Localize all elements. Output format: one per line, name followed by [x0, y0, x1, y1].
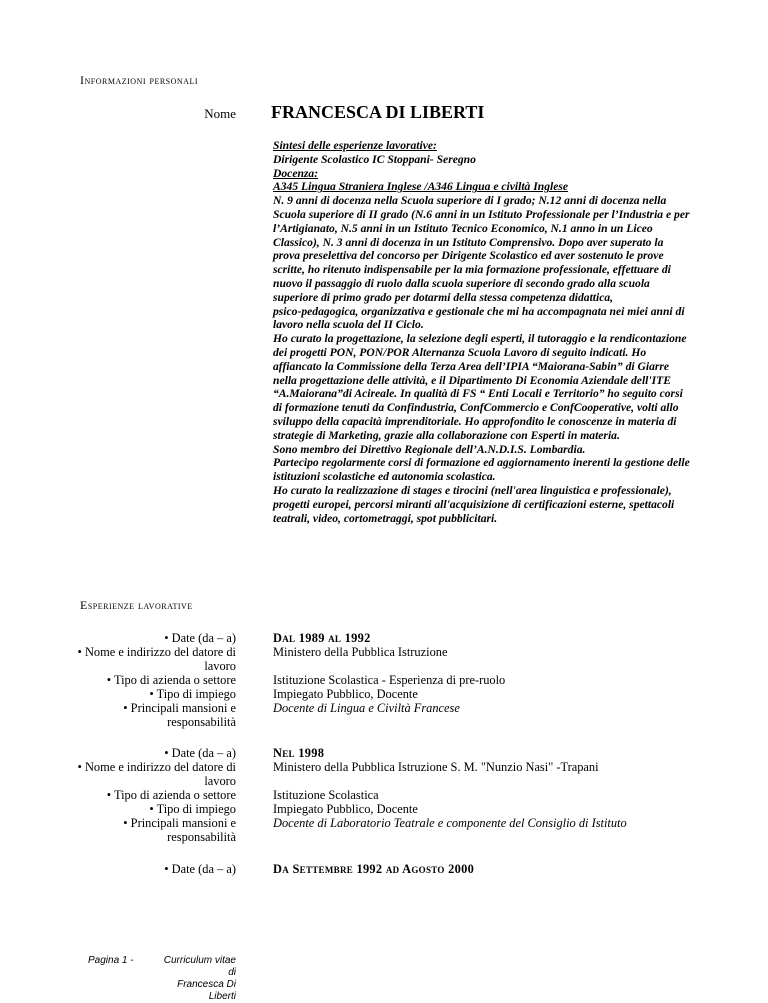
summary-line: prova preselettiva del concorso per Dirigente Scolastico ed aver sostenuto le prove [273, 249, 664, 263]
duties-label: • Principali mansioni e [123, 701, 236, 715]
footer-page-number: Pagina 1 - [88, 955, 134, 966]
summary-line: nuovo il passaggio di ruolo dalla scuola superiore di secondo grado alla scuola [273, 276, 650, 290]
summary-line: di formazione tenuti da Confindustria, ConfCommercio e ConfCooperative, volti allo [273, 401, 679, 415]
entry-3-values [273, 862, 743, 876]
summary-line: Partecipo regolarmente corsi di formazione ed aggiornamento inerenti la gestione delle [273, 456, 690, 470]
summary-line: Sintesi delle esperienze lavorative: [273, 139, 437, 152]
entry-date: Nel 1998 [273, 746, 325, 760]
employer-label: • Nome e indirizzo del datore di [77, 760, 236, 774]
summary-line: N. 9 anni di docenza nella Scuola superiore di I grado; N.12 anni di docenza nella [273, 194, 667, 208]
name-value: FRANCESCA DI LIBERTI [271, 102, 485, 122]
summary-line: strategie di Marketing, grazie alla collaborazione con Esperti in materia. [273, 428, 620, 442]
summary-line: l’Artigianato, N.5 anni in un Istituto Tecnico Economico, N.1 anno in un Liceo [273, 221, 653, 235]
entry-job-type: Impiegato Pubblico, Docente [273, 687, 418, 701]
summary-line: psico-pedagogica, organizzativa e gestionale che mi ha accompagnata nei miei anni di [273, 304, 685, 318]
footer-cv-line-1: Curriculum vitae di [163, 955, 236, 978]
entry-1-labels [40, 631, 236, 729]
entry-date: Dal 1989 al 1992 [273, 631, 371, 645]
duties-label-cont: responsabilità [167, 830, 236, 844]
summary-line: lavoro nella scuola del II Ciclo. [273, 318, 424, 332]
section-title-work-experience: Esperienze lavorative [80, 598, 193, 612]
summary-line: istituzioni scolastiche ed autonomia scolastica. [273, 470, 496, 484]
summary-line: dei progetti PON, PON/POR Alternanza Scuola Lavoro di seguito indicati. Ho [273, 345, 647, 359]
summary-line: A345 Lingua Straniera Inglese /A346 Lingua e civiltà Inglese [273, 180, 569, 194]
entry-company-type: Istituzione Scolastica [273, 788, 379, 802]
entry-job-type: Impiegato Pubblico, Docente [273, 802, 418, 816]
employer-label-cont: lavoro [204, 774, 236, 788]
company-type-label: • Tipo di azienda o settore [106, 788, 236, 802]
summary-line: Classico), N. 3 anni di docenza in un Istituto Comprensivo. Dopo aver superato la [273, 235, 664, 249]
entry-3-labels [40, 862, 236, 876]
entry-employer: Ministero della Pubblica Istruzione S. M. "Nunzio Nasi" -Trapani [273, 760, 599, 774]
company-type-label: • Tipo di azienda o settore [106, 673, 236, 687]
date-label: • Date (da – a) [164, 862, 236, 876]
job-type-label: • Tipo di impiego [149, 802, 236, 816]
entry-duties: Docente di Laboratorio Teatrale e componente del Consiglio di Istituto [273, 816, 627, 830]
entry-company-type: Istituzione Scolastica - Esperienza di pre-ruolo [273, 673, 506, 687]
section-title-personal-info: Informazioni personali [80, 73, 198, 87]
employer-label: • Nome e indirizzo del datore di [77, 645, 236, 659]
summary-line: scritte, ho ritenuto indispensabile per la mia formazione professionale, effettuare di [273, 263, 671, 277]
name-label: Nome [204, 106, 236, 121]
duties-label-cont: responsabilità [167, 715, 236, 729]
employer-label-cont: lavoro [204, 659, 236, 673]
summary-line: sviluppo della capacità imprenditoriale. Ho approfondito le conoscenze in materia di [273, 414, 677, 428]
summary-line: Sono membro dei Direttivo Regionale dell’A.N.D.I.S. Lombardia. [273, 442, 586, 456]
job-type-label: • Tipo di impiego [149, 687, 236, 701]
summary-line: affiancato la Commissione della Terza Area dell’IPIA “Maiorana-Sabin” di Giarre [273, 359, 670, 373]
summary-line: superiore di primo grado per dotarmi della stessa competenza didattica, [273, 290, 614, 304]
summary-line: progetti europei, percorsi miranti all'acquisizione di certificazioni esterne, spettacoli [273, 497, 675, 511]
entry-duties: Docente di Lingua e Civiltà Francese [273, 701, 460, 715]
entry-employer: Ministero della Pubblica Istruzione [273, 645, 448, 659]
footer-cv-title [160, 955, 236, 1003]
summary-line: nella progettazione delle attività, e il Dipartimento Di Economia Aziendale dell'ITE [273, 373, 671, 387]
entry-1-values [273, 631, 743, 715]
experience-summary [273, 139, 743, 525]
summary-line: “A.Maiorana”di Acireale. In qualità di FS “ Enti Locali e Territorio” ho seguito corsi [273, 387, 683, 401]
entry-2-labels [40, 746, 236, 844]
date-label: • Date (da – a) [164, 631, 236, 645]
summary-line: Docenza: [273, 166, 319, 180]
summary-line: Scuola superiore di II grado (N.6 anni in un Istituto Professionale per l’Industria e per [273, 207, 690, 221]
date-label: • Date (da – a) [164, 746, 236, 760]
summary-line: Dirigente Scolastico IC Stoppani- Seregno [273, 152, 476, 166]
footer-cv-line-2: Francesca Di Liberti [177, 979, 236, 1002]
entry-date: Da Settembre 1992 ad Agosto 2000 [273, 862, 475, 876]
summary-line: teatrali, video, cortometraggi, spot pubblicitari. [273, 511, 498, 525]
duties-label: • Principali mansioni e [123, 816, 236, 830]
summary-line: Ho curato la realizzazione di stages e tirocini (nell'area linguistica e professionale), [273, 483, 672, 497]
summary-line: Ho curato la progettazione, la selezione degli esperti, il tutoraggio e la rendicontazione [273, 332, 687, 346]
entry-2-values [273, 746, 743, 830]
